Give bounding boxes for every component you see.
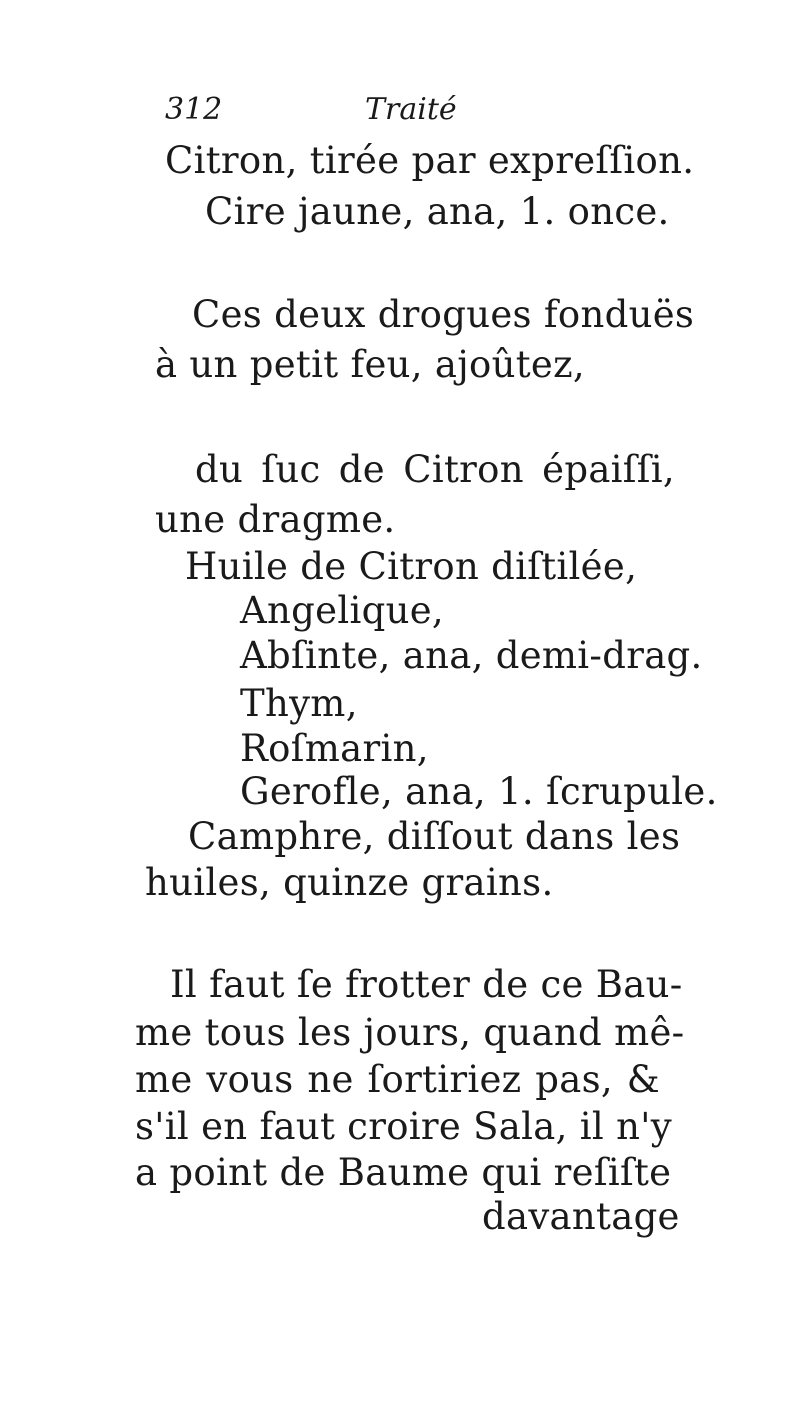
text-line: Ces deux drogues fonduës	[192, 293, 695, 336]
text-line: me vous ne ſortiriez pas, &	[135, 1058, 660, 1101]
text-line: du ſuc de Citron épaiſſi,	[195, 448, 675, 491]
text-line: Il faut ſe frotter de ce Bau-	[170, 963, 683, 1006]
text-line: Cire jaune, ana, 1. once.	[205, 190, 670, 233]
text-line: Thym,	[240, 682, 358, 725]
text-line: Gerofle, ana, 1. ſcrupule.	[240, 770, 718, 813]
text-line: a point de Baume qui reſiſte	[135, 1151, 672, 1194]
page-number: 312	[165, 92, 223, 127]
text-line: Camphre, diſſout dans les	[188, 815, 681, 858]
page-header	[165, 92, 585, 132]
catchword: davantage	[482, 1195, 680, 1238]
text-line: huiles, quinze grains.	[145, 861, 554, 904]
text-line: Abſinte, ana, demi-drag.	[240, 634, 703, 677]
text-line: Huile de Citron diſtilée,	[185, 545, 638, 588]
text-line: une dragme.	[155, 498, 396, 541]
text-line: me tous les jours, quand mê-	[135, 1011, 685, 1054]
text-line: Roſmarin,	[240, 727, 429, 770]
running-title: Traité	[365, 92, 457, 127]
text-line: Angelique,	[240, 589, 444, 632]
text-line: s'il en faut croire Sala, il n'y	[135, 1105, 672, 1148]
text-line: Citron, tirée par expreſſion.	[165, 139, 695, 182]
text-line: à un petit feu, ajoûtez,	[155, 343, 585, 386]
